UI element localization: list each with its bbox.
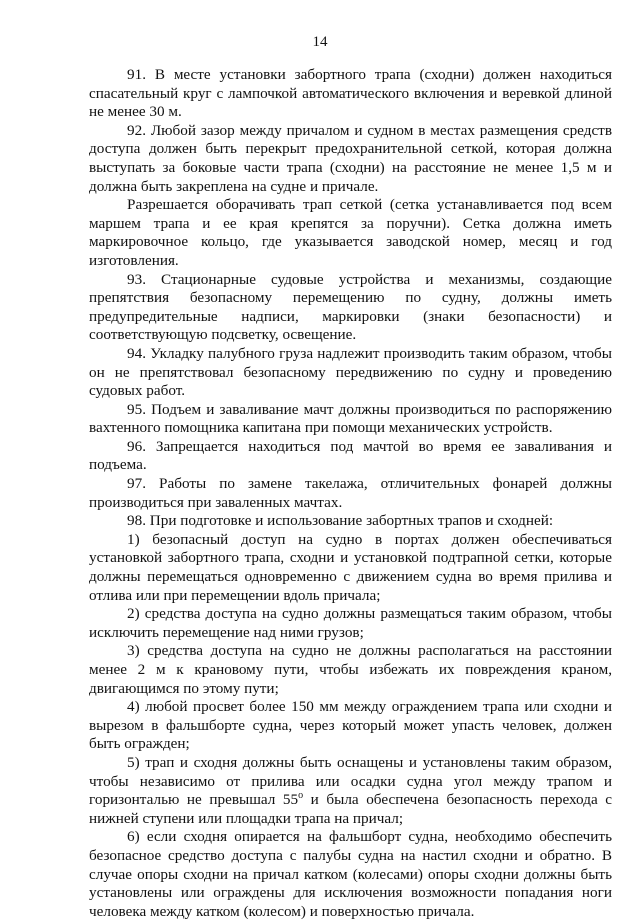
- paragraph-98-item-6: 6) если сходня опирается на фальшборт судна, необходимо обеспечить безопасное средство доступа с палубы судна на настил сходни и обратно. В случае опоры сходни на причал катком (колесами) опоры сходни должны быть установлены или ограждены для исключения возможности попадания ноги человека между катком (колесом) и поверхностью причала.: [89, 828, 612, 920]
- item-5-text-start: 5) трап и сходня должны быть оснащены и установлены таким образом, чтобы независимо от прилива или осадки судна угол между трапом и горизонталью не превышал 55: [89, 753, 612, 809]
- paragraph-98-item-4: 4) любой просвет более 150 мм между ограждением трапа или сходни и вырезом в фальшборте судна, через который может упасть человек, должен быть огражден;: [89, 698, 612, 753]
- item-5-text-end: и была обеспечена безопасность перехода с нижней ступени или площадки трапа на причал;: [89, 791, 612, 827]
- degree-superscript: o: [298, 790, 304, 802]
- paragraph-98-item-2: 2) средства доступа на судно должны размещаться таким образом, чтобы исключить перемещение над ними грузов;: [89, 605, 612, 641]
- document-body: [89, 66, 612, 921]
- paragraph-95: 95. Подъем и заваливание мачт должны производиться по распоряжению вахтенного помощника капитана при помощи механических устройств.: [89, 400, 612, 437]
- paragraph-93: 93. Стационарные судовые устройства и механизмы, создающие препятствия безопасному перемещению по судну, должны иметь предупредительные надписи, маркировки (знаки безопасности) и соответствующую подсветку, освещение.: [89, 270, 612, 344]
- paragraph-91: 91. В месте установки забортного трапа (сходни) должен находиться спасательный круг с лампочкой автоматического включения и веревкой длиной не менее 30 м.: [89, 66, 612, 121]
- paragraph-92-net-wrapping: Разрешается оборачивать трап сеткой (сетка устанавливается под всем маршем трапа и ее края крепятся за поручни). Сетка должна иметь маркировочное кольцо, где указывается заводской номер, месяц и год изготовления.: [89, 196, 612, 269]
- paragraph-98-item-3: 3) средства доступа на судно не должны располагаться на расстоянии менее 2 м к крановому пути, чтобы избежать их повреждения краном, двигающимся по этому пути;: [89, 642, 612, 697]
- paragraph-94: 94. Укладку палубного груза надлежит производить таким образом, чтобы он не препятствовал безопасному передвижению по судну и проведению судовых работ.: [89, 344, 612, 400]
- paragraph-98-item-5: [89, 754, 612, 828]
- paragraph-97: 97. Работы по замене такелажа, отличительных фонарей должны производиться при заваленных мачтах.: [89, 475, 612, 511]
- paragraph-98: 98. При подготовке и использование забортных трапов и сходней:: [127, 512, 554, 530]
- page-number: 14: [312, 34, 328, 50]
- paragraph-98-item-1: 1) безопасный доступ на судно в портах должен обеспечиваться установкой забортного трапа, сходни и установкой подтрапной сетки, которые должны перемещаться одновременно с движением судна во время прилива и отлива или при перемещении вдоль причала;: [89, 530, 612, 604]
- paragraph-92: 92. Любой зазор между причалом и судном в местах размещения средств доступа должен быть перекрыт предохранительной сеткой, которая должна выступать за боковые части трапа (сходни) на расстояние не менее 1,5 м и должна быть закреплена на судне и причале.: [89, 121, 612, 195]
- paragraph-96: 96. Запрещается находиться под мачтой во время ее заваливания и подъема.: [89, 437, 612, 474]
